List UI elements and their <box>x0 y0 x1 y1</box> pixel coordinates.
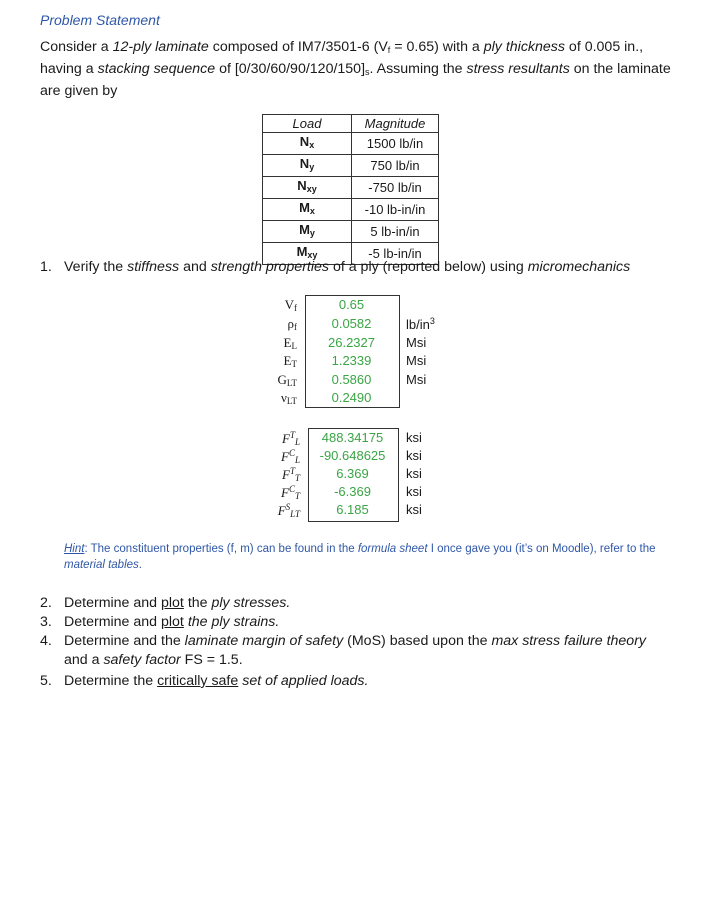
rho-unit: $lb/in^3$ <box>406 316 435 332</box>
table-row: $M_y$ 5 lb-in/in <box>263 221 439 243</box>
ftt-unit: ksi <box>406 466 422 481</box>
table-row: $N_x$ 1500 lb/in <box>263 133 439 155</box>
vf-value: 0.65 <box>338 297 365 312</box>
et-unit: Msi <box>406 353 427 368</box>
load-header: Load <box>263 115 352 133</box>
table-row: $M_{xy}$ -5 lb-in/in <box>263 243 439 265</box>
el-value: 26.2327 <box>328 335 375 350</box>
flt-unit: ksi <box>406 430 422 445</box>
load-table <box>262 114 439 265</box>
flt-label: $F^T_L$ <box>282 430 300 447</box>
glt-value: 0.5860 <box>331 372 372 387</box>
flc-unit: ksi <box>406 448 422 463</box>
item-5: 5. Determine the critically safe set of applied loads. <box>40 673 369 689</box>
ftc-value: -6.369 <box>334 484 371 499</box>
item-4: 4. Determine and the laminate margin of safety (MoS) based upon the max stress failure theory and a safety factor FS = 1.5. <box>40 633 647 668</box>
table-row: $N_y$ 750 lb/in <box>263 155 439 177</box>
vf-label: $V_f$ <box>284 297 297 313</box>
magnitude-header: Magnitude <box>352 115 439 133</box>
flc-value: -90.648625 <box>319 448 386 463</box>
rho-label: $\rho_f$ <box>287 316 297 332</box>
item-3: 3. Determine and plot the ply strains. <box>40 614 280 630</box>
glt-label: $G_{LT}$ <box>277 372 297 388</box>
fslt-label: $F^S_{LT}$ <box>277 502 300 519</box>
ftc-label: $F^C_T$ <box>281 484 300 501</box>
rho-value: 0.0582 <box>331 316 372 331</box>
flt-value: 488.34175 <box>321 430 384 445</box>
el-unit: Msi <box>406 335 427 350</box>
intro-paragraph: Consider a 12-ply laminate composed of IM7/3501-6 $(V_f = 0.65)$ with a ply thickness of 0.005 in., having a stacking sequence of $[0/30/60/90/120/150]_s$. Assuming the stress resultants on the laminate are given by <box>40 39 671 99</box>
nult-value: 0.2490 <box>331 390 372 405</box>
ftt-label: $F^T_T$ <box>282 466 300 483</box>
flc-label: $F^C_L$ <box>281 448 300 465</box>
glt-unit: Msi <box>406 372 427 387</box>
table-row: $N_{xy}$ -750 lb/in <box>263 177 439 199</box>
problem-statement-heading: Problem Statement <box>40 12 160 28</box>
ftc-unit: ksi <box>406 484 422 499</box>
table-row: $M_x$ -10 lb-in/in <box>263 199 439 221</box>
hint-note: Hint: The constituent properties (f, m) can be found in the formula sheet I once gave you (it’s on Moodle), refer to the material tables. <box>64 543 656 571</box>
item-1: 1. Verify the stiffness and strength properties of a ply (reported below) using micromechanics <box>40 259 631 275</box>
nult-label: $\nu_{LT}$ <box>280 390 297 406</box>
ftt-value: 6.369 <box>336 466 369 481</box>
el-label: $E_L$ <box>283 335 297 351</box>
fslt-unit: ksi <box>406 502 422 517</box>
et-value: 1.2339 <box>331 353 372 368</box>
et-label: $E_T$ <box>283 353 297 369</box>
item-2: 2. Determine and plot the ply stresses. <box>40 595 291 611</box>
fslt-value: 6.185 <box>336 502 369 517</box>
